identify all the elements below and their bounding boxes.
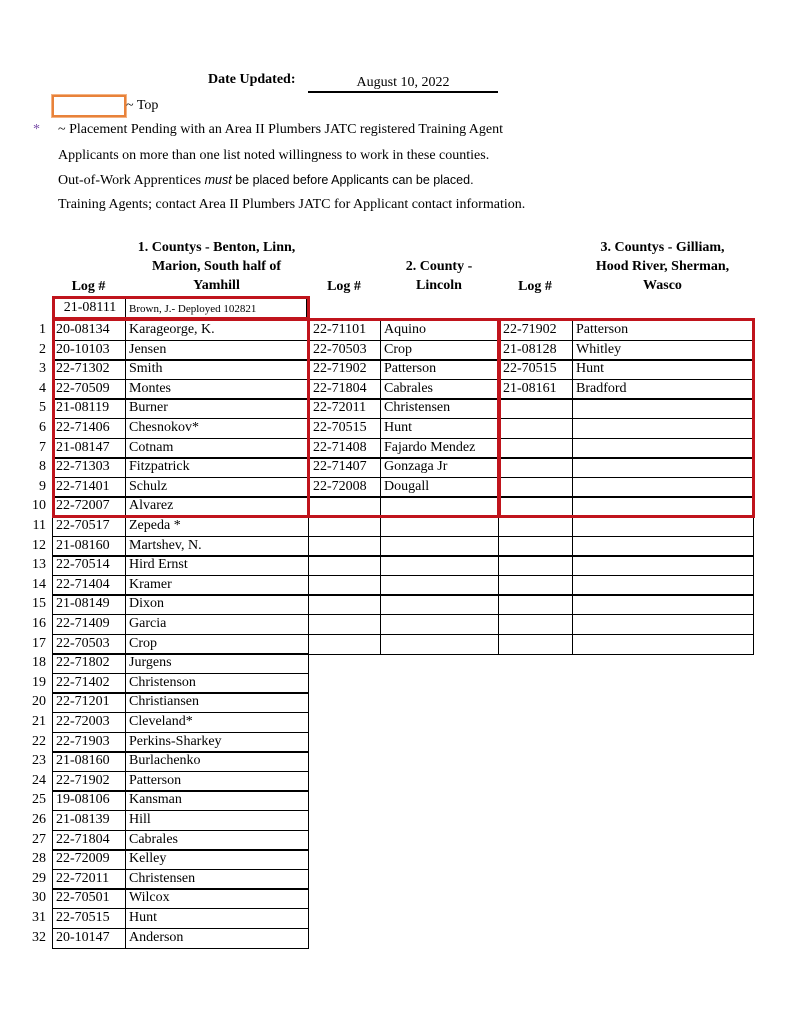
applicant-name-cell: Anderson bbox=[125, 928, 309, 949]
log-number-cell: 21-08139 bbox=[52, 810, 126, 831]
log-number-cell: 20-08134 bbox=[52, 320, 126, 341]
log-number-cell: 22-71804 bbox=[308, 379, 381, 400]
log-number-cell: 20-10103 bbox=[52, 340, 126, 361]
log-number-cell bbox=[498, 438, 573, 459]
log-number-cell bbox=[308, 634, 381, 655]
log-number-cell: 22-70514 bbox=[52, 555, 126, 576]
log-number-cell bbox=[308, 536, 381, 557]
log-number-cell bbox=[498, 477, 573, 498]
applicant-name-cell: Crop bbox=[125, 634, 309, 655]
log-number-cell bbox=[498, 555, 573, 576]
row-number: 10 bbox=[32, 498, 46, 513]
log-number-cell: 22-71902 bbox=[308, 359, 381, 380]
applicant-name-cell bbox=[572, 418, 754, 439]
log-number-cell: 22-71402 bbox=[52, 673, 126, 694]
log-number-cell bbox=[498, 614, 573, 635]
log-number-cell bbox=[308, 594, 381, 615]
row-number: 30 bbox=[32, 890, 46, 905]
log-number-cell bbox=[308, 555, 381, 576]
applicant-name-cell: Garcia bbox=[125, 614, 309, 635]
log-number-cell: 21-08119 bbox=[52, 398, 126, 419]
applicant-name-cell: Burner bbox=[125, 398, 309, 419]
applicant-name-cell: Kramer bbox=[125, 575, 309, 596]
applicant-name-cell: Hird Ernst bbox=[125, 555, 309, 576]
group1-header bbox=[125, 240, 308, 294]
log-number-cell bbox=[308, 614, 381, 635]
applicant-name-cell bbox=[572, 536, 754, 557]
applicant-name-cell: Kansman bbox=[125, 790, 309, 811]
log-number-cell: 19-08106 bbox=[52, 790, 126, 811]
applicant-name-cell bbox=[380, 614, 499, 635]
log-number-cell: 22-72008 bbox=[308, 477, 381, 498]
log-number-cell bbox=[498, 634, 573, 655]
log-number-cell: 22-71902 bbox=[52, 771, 126, 792]
out-of-work-note-b: be placed before Applicants can be placed. bbox=[231, 173, 474, 187]
row-number: 11 bbox=[32, 518, 46, 533]
log-number-cell: 22-71407 bbox=[308, 457, 381, 478]
applicant-name-cell: Christensen bbox=[380, 398, 499, 419]
applicant-name-cell bbox=[572, 457, 754, 478]
log-number-cell: 21-08160 bbox=[52, 536, 126, 557]
row-number: 15 bbox=[32, 596, 46, 611]
log-number-cell: 21-08128 bbox=[498, 340, 573, 361]
row-number: 5 bbox=[39, 400, 46, 415]
row-number: 9 bbox=[39, 479, 46, 494]
row-number: 24 bbox=[32, 773, 46, 788]
row-number: 3 bbox=[39, 361, 46, 376]
training-agents-note: Training Agents; contact Area II Plumbers JATC for Applicant contact information. bbox=[58, 197, 526, 212]
log-number-cell: 22-70501 bbox=[52, 888, 126, 909]
applicant-name-cell: Crop bbox=[380, 340, 499, 361]
row-number: 18 bbox=[32, 655, 46, 670]
row-number: 28 bbox=[32, 851, 46, 866]
applicant-name-cell: Perkins-Sharkey bbox=[125, 732, 309, 753]
row-number: 14 bbox=[32, 577, 46, 592]
group3-header-line2: Hood River, Sherman, bbox=[595, 259, 730, 274]
row-number: 16 bbox=[32, 616, 46, 631]
log-number-cell: 22-70515 bbox=[52, 908, 126, 929]
applicant-name-cell: Fajardo Mendez bbox=[380, 438, 499, 459]
group3-header bbox=[572, 240, 753, 294]
applicant-name-cell: Aquino bbox=[380, 320, 499, 341]
row-number: 23 bbox=[32, 753, 46, 768]
log-number-cell: 22-71406 bbox=[52, 418, 126, 439]
log-number-cell: 22-70517 bbox=[52, 516, 126, 537]
applicant-name-cell bbox=[572, 477, 754, 498]
applicant-name-cell bbox=[572, 594, 754, 615]
log-number-cell bbox=[498, 516, 573, 537]
row-number: 6 bbox=[39, 420, 46, 435]
log-number-cell: 22-71804 bbox=[52, 830, 126, 851]
applicant-name-cell: Jensen bbox=[125, 340, 309, 361]
applicant-name-cell bbox=[380, 575, 499, 596]
log-number-cell bbox=[308, 496, 381, 517]
applicant-name-cell: Christenson bbox=[125, 673, 309, 694]
deployed-log: 21-08111 bbox=[54, 298, 126, 318]
applicant-name-cell bbox=[572, 438, 754, 459]
log-number-cell: 22-70503 bbox=[52, 634, 126, 655]
applicant-name-cell: Patterson bbox=[572, 320, 754, 341]
log-number-cell: 22-72003 bbox=[52, 712, 126, 733]
applicant-name-cell: Montes bbox=[125, 379, 309, 400]
row-number: 26 bbox=[32, 812, 46, 827]
applicant-name-cell bbox=[572, 496, 754, 517]
log-number-cell: 22-71409 bbox=[52, 614, 126, 635]
log-number-cell: 22-72011 bbox=[308, 398, 381, 419]
group1-header-line2: Marion, South half of bbox=[151, 259, 282, 274]
multi-list-note: Applicants on more than one list noted willingness to work in these counties. bbox=[58, 148, 490, 163]
applicant-name-cell: Cotnam bbox=[125, 438, 309, 459]
applicant-name-cell: Cabrales bbox=[125, 830, 309, 851]
applicant-name-cell bbox=[380, 536, 499, 557]
applicant-name-cell bbox=[380, 516, 499, 537]
row-number: 1 bbox=[39, 322, 46, 337]
log-number-cell bbox=[308, 516, 381, 537]
log-number-cell: 22-71101 bbox=[308, 320, 381, 341]
log-number-cell: 21-08161 bbox=[498, 379, 573, 400]
out-of-work-note-em: must bbox=[204, 173, 232, 187]
applicant-name-cell bbox=[380, 496, 499, 517]
row-number: 21 bbox=[32, 714, 46, 729]
applicant-name-cell: Hunt bbox=[572, 359, 754, 380]
applicant-name-cell bbox=[572, 614, 754, 635]
log-number-cell bbox=[308, 575, 381, 596]
applicant-name-cell bbox=[572, 575, 754, 596]
log-number-cell: 21-08147 bbox=[52, 438, 126, 459]
log-number-cell: 22-71303 bbox=[52, 457, 126, 478]
applicant-name-cell: Karageorge, K. bbox=[125, 320, 309, 341]
date-updated-value: August 10, 2022 bbox=[308, 74, 498, 93]
applicant-name-cell: Bradford bbox=[572, 379, 754, 400]
applicant-name-cell: Burlachenko bbox=[125, 751, 309, 772]
row-number: 25 bbox=[32, 792, 46, 807]
applicant-name-cell: Christiansen bbox=[125, 692, 309, 713]
row-number: 27 bbox=[32, 832, 46, 847]
group1-header-line1: 1. Countys - Benton, Linn, bbox=[137, 240, 296, 255]
applicant-name-cell: Hunt bbox=[125, 908, 309, 929]
log-number-cell bbox=[498, 457, 573, 478]
log-header-2: Log # bbox=[327, 279, 361, 294]
log-number-cell: 20-10147 bbox=[52, 928, 126, 949]
applicant-name-cell: Whitley bbox=[572, 340, 754, 361]
log-number-cell: 22-71408 bbox=[308, 438, 381, 459]
log-number-cell: 22-70515 bbox=[308, 418, 381, 439]
row-number: 8 bbox=[39, 459, 46, 474]
applicant-name-cell: Fitzpatrick bbox=[125, 457, 309, 478]
deployed-name: Brown, J.- Deployed 102821 bbox=[125, 298, 307, 318]
log-number-cell: 22-71302 bbox=[52, 359, 126, 380]
log-number-cell: 22-72007 bbox=[52, 496, 126, 517]
applicant-name-cell bbox=[572, 516, 754, 537]
log-number-cell bbox=[498, 575, 573, 596]
log-number-cell bbox=[498, 496, 573, 517]
applicant-name-cell: Martshev, N. bbox=[125, 536, 309, 557]
group1-header-line3: Yamhill bbox=[193, 278, 240, 293]
row-number: 4 bbox=[39, 381, 46, 396]
row-number: 12 bbox=[32, 538, 46, 553]
row-number: 2 bbox=[39, 342, 46, 357]
applicant-name-cell: Alvarez bbox=[125, 496, 309, 517]
applicant-name-cell bbox=[380, 634, 499, 655]
row-number: 19 bbox=[32, 675, 46, 690]
applicant-name-cell: Patterson bbox=[125, 771, 309, 792]
row-number: 7 bbox=[39, 440, 46, 455]
applicant-name-cell: Cleveland* bbox=[125, 712, 309, 733]
log-number-cell bbox=[498, 536, 573, 557]
applicant-name-cell: Jurgens bbox=[125, 653, 309, 674]
applicant-name-cell: Gonzaga Jr bbox=[380, 457, 499, 478]
applicant-name-cell: Cabrales bbox=[380, 379, 499, 400]
group3-header-line3: Wasco bbox=[643, 278, 682, 293]
log-number-cell: 22-72011 bbox=[52, 869, 126, 890]
group2-header bbox=[380, 259, 498, 294]
applicant-name-cell: Christensen bbox=[125, 869, 309, 890]
log-header-1: Log # bbox=[71, 279, 106, 294]
log-number-cell: 21-08149 bbox=[52, 594, 126, 615]
top-legend-label: ~ Top bbox=[126, 98, 159, 113]
group2-header-line1: 2. County - bbox=[405, 259, 473, 274]
applicant-name-cell: Hunt bbox=[380, 418, 499, 439]
row-number: 17 bbox=[32, 636, 46, 651]
log-header-3: Log # bbox=[518, 279, 552, 294]
log-number-cell: 22-71201 bbox=[52, 692, 126, 713]
applicant-name-cell: Wilcox bbox=[125, 888, 309, 909]
log-number-cell: 22-70503 bbox=[308, 340, 381, 361]
applicant-name-cell: Dixon bbox=[125, 594, 309, 615]
applicant-name-cell: Patterson bbox=[380, 359, 499, 380]
out-of-work-note bbox=[58, 173, 474, 189]
applicant-name-cell bbox=[572, 555, 754, 576]
log-number-cell: 22-71404 bbox=[52, 575, 126, 596]
log-number-cell: 22-70515 bbox=[498, 359, 573, 380]
applicant-name-cell: Kelley bbox=[125, 849, 309, 870]
row-number: 20 bbox=[32, 694, 46, 709]
applicant-name-cell bbox=[572, 634, 754, 655]
group3-header-line1: 3. Countys - Gilliam, bbox=[600, 240, 725, 255]
log-number-cell bbox=[498, 594, 573, 615]
log-number-cell: 21-08160 bbox=[52, 751, 126, 772]
group2-header-line2: Lincoln bbox=[416, 278, 462, 293]
applicant-name-cell: Schulz bbox=[125, 477, 309, 498]
row-number: 32 bbox=[32, 930, 46, 945]
placement-pending-note: ~ Placement Pending with an Area II Plumbers JATC registered Training Agent bbox=[58, 122, 504, 137]
date-updated-label: Date Updated: bbox=[208, 72, 296, 87]
log-number-cell: 22-71902 bbox=[498, 320, 573, 341]
asterisk-icon: * bbox=[33, 122, 40, 137]
log-number-cell bbox=[498, 398, 573, 419]
log-number-cell: 22-72009 bbox=[52, 849, 126, 870]
applicant-name-cell: Smith bbox=[125, 359, 309, 380]
row-number: 31 bbox=[32, 910, 46, 925]
applicant-name-cell: Chesnokov* bbox=[125, 418, 309, 439]
log-number-cell bbox=[498, 418, 573, 439]
row-number: 29 bbox=[32, 871, 46, 886]
applicant-name-cell bbox=[572, 398, 754, 419]
row-number: 13 bbox=[32, 557, 46, 572]
log-number-cell: 22-71802 bbox=[52, 653, 126, 674]
applicant-name-cell bbox=[380, 594, 499, 615]
log-number-cell: 22-71903 bbox=[52, 732, 126, 753]
applicant-name-cell: Hill bbox=[125, 810, 309, 831]
applicant-name-cell: Dougall bbox=[380, 477, 499, 498]
top-legend-swatch bbox=[52, 95, 126, 117]
row-number: 22 bbox=[32, 734, 46, 749]
log-number-cell: 22-70509 bbox=[52, 379, 126, 400]
applicant-name-cell bbox=[380, 555, 499, 576]
out-of-work-note-a: Out-of-Work Apprentices bbox=[58, 173, 205, 188]
log-number-cell: 22-71401 bbox=[52, 477, 126, 498]
applicant-name-cell: Zepeda * bbox=[125, 516, 309, 537]
